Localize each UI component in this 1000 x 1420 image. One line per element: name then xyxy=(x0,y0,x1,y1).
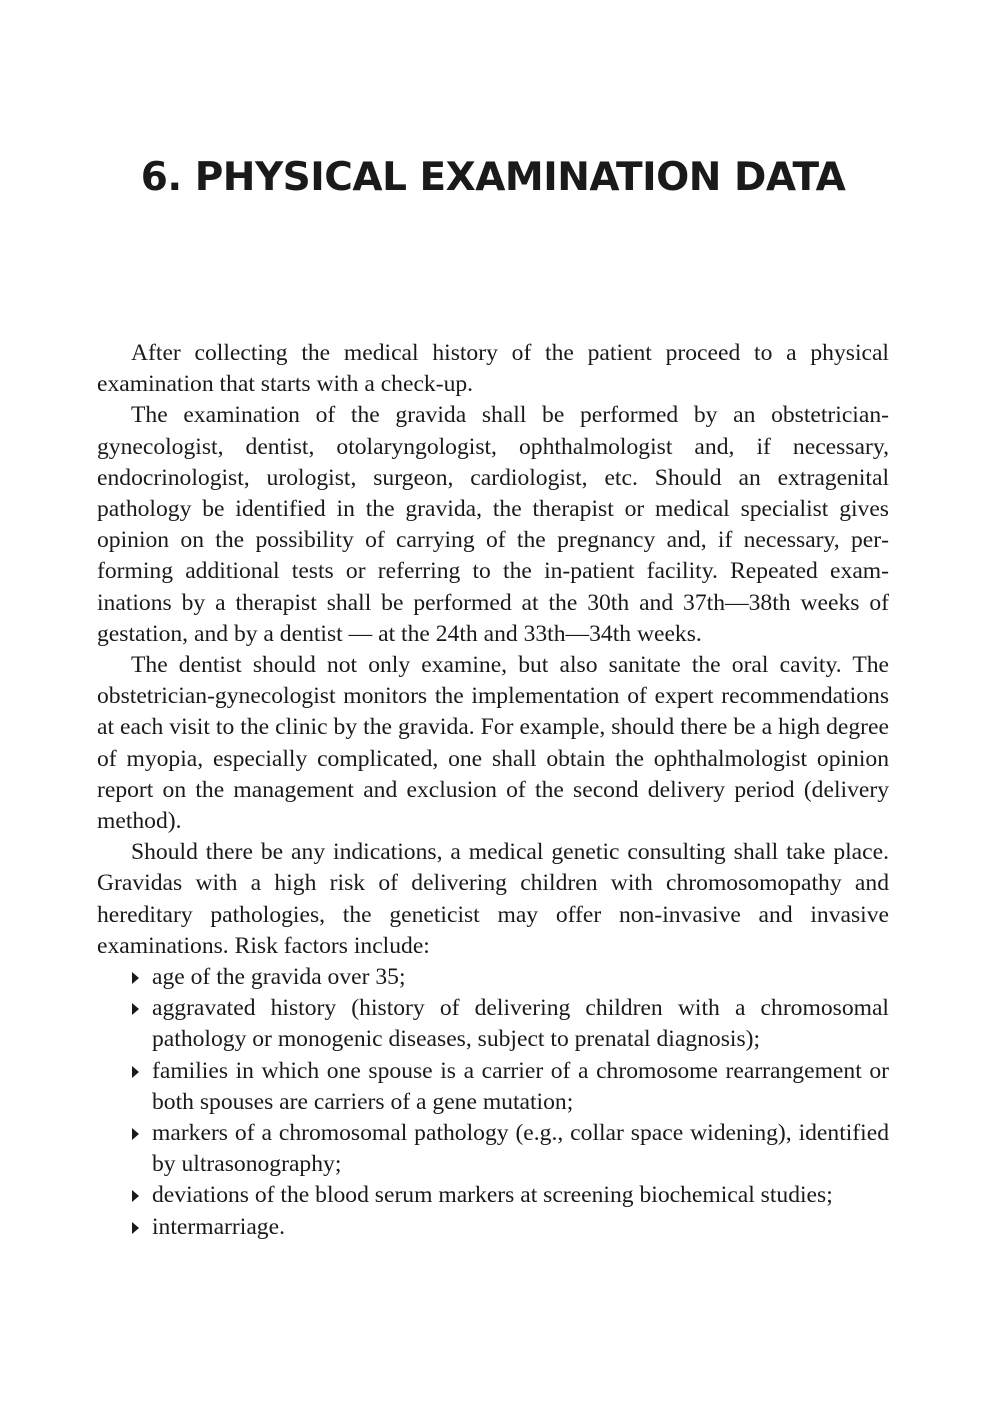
list-item xyxy=(152,1118,889,1180)
list-item xyxy=(152,1056,889,1118)
triangle-bullet-icon xyxy=(132,1066,139,1078)
list-item-text: families in which one spouse is a carrier of a chromosome rearrangement or both spouses are carriers of a gene mutation; xyxy=(152,1057,889,1115)
chapter-body xyxy=(97,338,889,1243)
list-item xyxy=(152,962,889,993)
list-item-text: markers of a chromosomal pathology (e.g., collar space widening), identified by ultrasonography; xyxy=(152,1120,889,1178)
paragraph-genetic-consulting: Should there be any indications, a medical genetic consulting shall take place. Gravidas with a high risk of delivering children with chromosomopathy and hereditary pathologies, the geneticist may offer non-invasive and invasive examinations. Risk factors include: xyxy=(97,839,889,959)
list-item-text: deviations of the blood serum markers at screening biochemical studies; xyxy=(152,1182,833,1209)
paragraph-specialists: The examination of the gravida shall be performed by an obstetrician-gynecologist, dentist, otolaryngologist, ophthalmologist and, if necessary, endocrinologist, urologist, surgeon, cardiologist, etc. Should an extragenital pathology be identified in the gravida, the therapist or medical specialist gives opinion on the possibility of carrying of the pregnancy and, if necessary, performing additional tests or referring to the in-patient facility. Repeated examinations by a therapist shall be performed at the 30th and 37th—38th weeks of gestation, and by a dentist — at the 24th and 33th—34th weeks. xyxy=(97,402,889,647)
triangle-bullet-icon xyxy=(132,1190,139,1202)
triangle-bullet-icon xyxy=(132,1003,139,1015)
list-item xyxy=(152,1212,889,1243)
paragraph-intro: After collecting the medical history of the patient proceed to a physical examination that starts with a check-up. xyxy=(97,340,889,398)
list-item-text: intermarriage. xyxy=(152,1213,285,1240)
list-item xyxy=(152,993,889,1055)
triangle-bullet-icon xyxy=(132,972,139,984)
list-item xyxy=(152,1180,889,1211)
chapter-title: 6. PHYSICAL EXAMINATION DATA xyxy=(140,155,846,200)
triangle-bullet-icon xyxy=(132,1128,139,1140)
risk-factors-list xyxy=(97,962,889,1243)
paragraph-dentist: The dentist should not only examine, but also sanitate the oral cavity. The obstetrician-gynecologist monitors the implementation of expert recommendations at each visit to the clinic by the gravida. For example, should there be a high degree of myopia, especially complicated, one shall obtain the ophthalmologist opinion report on the management and exclusion of the second delivery period (delivery method). xyxy=(97,652,889,835)
triangle-bullet-icon xyxy=(132,1222,139,1234)
list-item-text: aggravated history (history of delivering children with a chromosomal pathology or monogenic diseases, subject to prenatal diagnosis); xyxy=(152,995,889,1053)
list-item-text: age of the gravida over 35; xyxy=(152,964,406,991)
